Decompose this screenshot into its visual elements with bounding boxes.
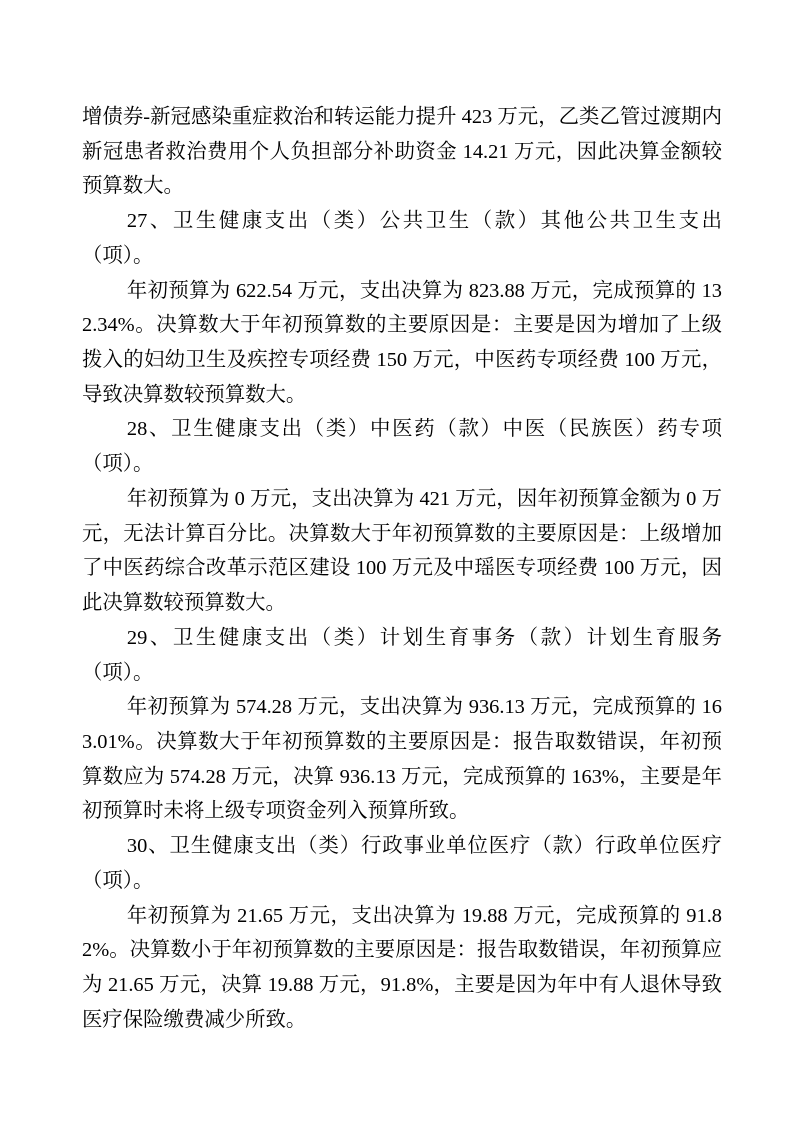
paragraph-28-body: 年初预算为 0 万元，支出决算为 421 万元，因年初预算金额为 0 万元，无法计算百分比。决算数大于年初预算数的主要原因是：上级增加了中医药综合改革示范区建设 100 万元及中瑶医专项经费 100 万元，因此决算数较预算数大。: [82, 487, 722, 615]
paragraph-continuation: 增债券-新冠感染重症救治和转运能力提升 423 万元，乙类乙管过渡期内新冠患者救治费用个人负担部分补助资金 14.21 万元，因此决算金额较预算数大。: [82, 106, 722, 198]
paragraph-30-heading: 30、卫生健康支出（类）行政事业单位医疗（款）行政单位医疗（项）。: [82, 835, 722, 892]
paragraph-28-heading: 28、卫生健康支出（类）中医药（款）中医（民族医）药专项（项）。: [82, 418, 722, 476]
paragraph-29-body: 年初预算为 574.28 万元，支出决算为 936.13 万元，完成预算的 163.01%。决算数大于年初预算数的主要原因是：报告取数错误，年初预算数应为 574.28 万元，决算 936.13 万元，完成预算的 163%，主要是年初预算时未将上级专项资金列入预算所致。: [82, 696, 722, 823]
paragraph-27-heading: 27、卫生健康支出（类）公共卫生（款）其他公共卫生支出（项）。: [82, 210, 722, 267]
paragraph-30-body: 年初预算为 21.65 万元，支出决算为 19.88 万元，完成预算的 91.82%。决算数小于年初预算数的主要原因是：报告取数错误，年初预算应为 21.65 万元，决算 19.88 万元，91.8%，主要是因为年中有人退休导致医疗保险缴费减少所致。: [82, 904, 722, 1031]
paragraph-29-heading: 29、卫生健康支出（类）计划生育事务（款）计划生育服务（项）。: [82, 626, 722, 684]
document-text-block: [82, 100, 722, 1037]
paragraph-27-body: 年初预算为 622.54 万元，支出决算为 823.88 万元，完成预算的 132.34%。决算数大于年初预算数的主要原因是：主要是因为增加了上级拨入的妇幼卫生及疾控专项经费 150 万元，中医药专项经费 100 万元，导致决算数较预算数大。: [82, 279, 722, 406]
